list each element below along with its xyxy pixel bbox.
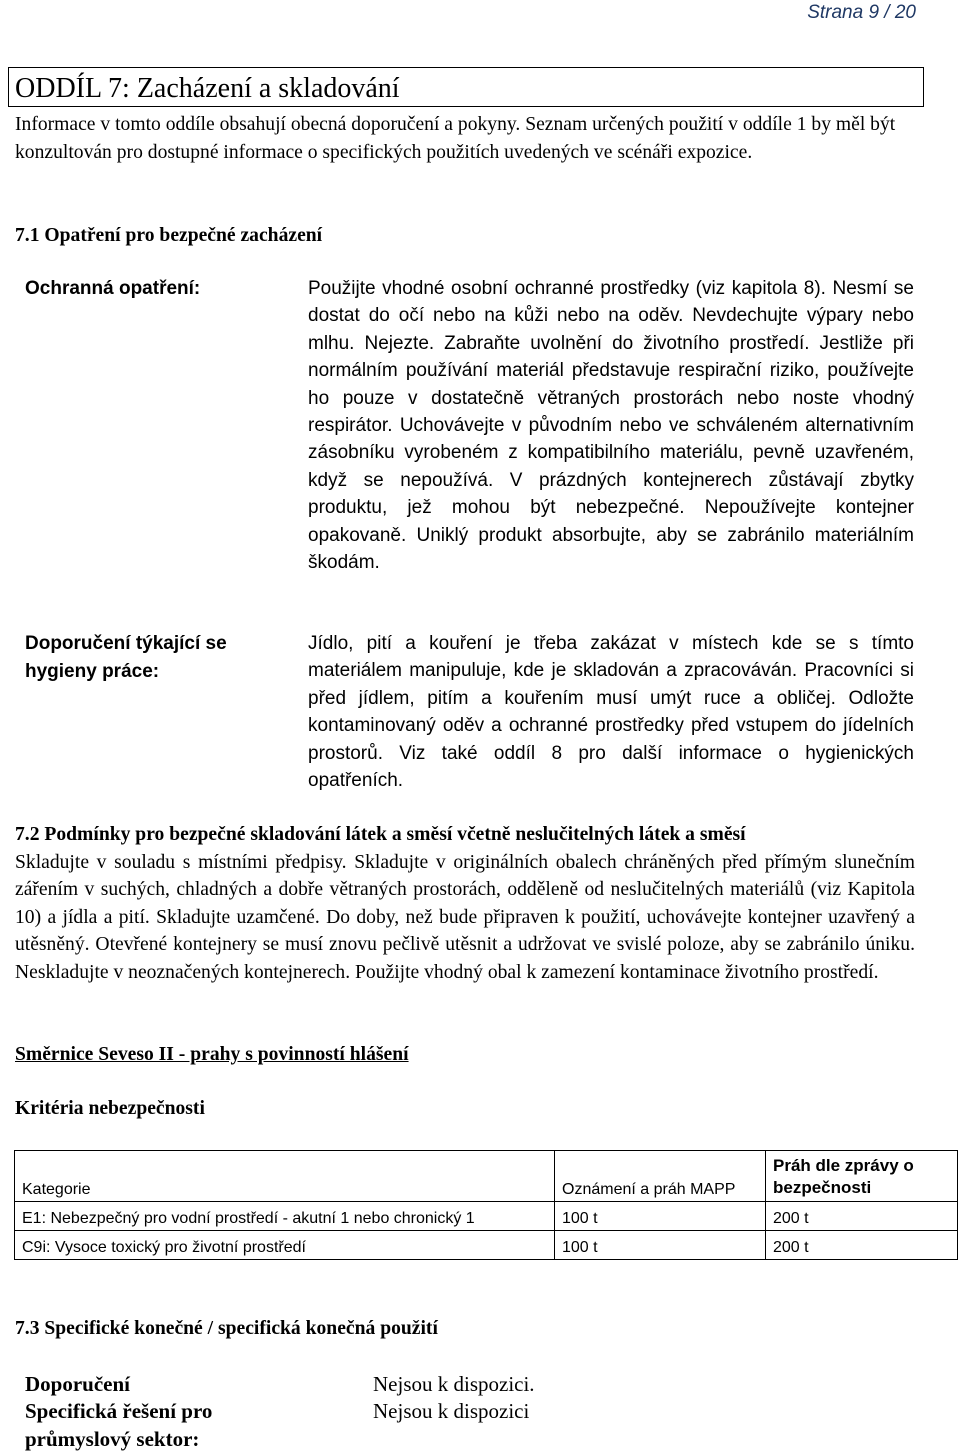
protective-measures-label: Ochranná opatření: — [25, 278, 201, 299]
table-header-cell: Kategorie — [15, 1151, 555, 1202]
table-header-cell: Práh dle zprávy o bezpečnosti — [766, 1151, 958, 1202]
industrial-value: Nejsou k dispozici — [373, 1399, 530, 1423]
table-cell: 200 t — [766, 1202, 958, 1231]
heading-7-1: 7.1 Opatření pro bezpečné zacházení — [15, 225, 323, 246]
seveso-heading: Směrnice Seveso II - prahy s povinností hlášení — [15, 1044, 409, 1065]
recommendation-value: Nejsou k dispozici. — [373, 1372, 535, 1396]
section-intro: Informace v tomto oddíle obsahují obecná doporučení a pokyny. Seznam určených použití v oddíle 1 by měl být konzultován pro dostupné informace o specifických použitích uvedených ve scénáři expozice. — [15, 114, 896, 163]
table-cell: E1: Nebezpečný pro vodní prostředí - akutní 1 nebo chronický 1 — [15, 1202, 555, 1231]
table-cell: 100 t — [555, 1202, 766, 1231]
section-title: ODDÍL 7: Zacházení a skladování — [15, 73, 400, 104]
table-header-cell: Oznámení a práh MAPP — [555, 1151, 766, 1202]
criteria-heading: Kritéria nebezpečnosti — [15, 1098, 205, 1119]
table-cell: C9i: Vysoce toxický pro životní prostředí — [15, 1231, 555, 1260]
page-number: Strana 9 / 20 — [807, 2, 916, 23]
criteria-table — [14, 1150, 958, 1260]
heading-7-2: 7.2 Podmínky pro bezpečné skladování látek a směsí včetně neslučitelných látek a směsí — [15, 824, 746, 845]
table-header-row — [15, 1151, 958, 1202]
hygiene-text: Jídlo, pití a kouření je třeba zakázat v místech kde se s tímto materiálem manipuluje, kde je skladován a zpracováván. Pracovníci si před jídlem, pitím a kouřením musí umýt ruce a obličej. Odložte kontaminovaný oděv a ochranné prostředky před vstupem do jídelních prostorů. Viz také oddíl 8 pro další informace o hygienických opatřeních. — [308, 633, 914, 792]
table-row — [15, 1231, 958, 1260]
recommendation-label: Doporučení — [25, 1372, 130, 1396]
table-cell: 100 t — [555, 1231, 766, 1260]
table-cell: 200 t — [766, 1231, 958, 1260]
protective-measures-text: Použijte vhodné osobní ochranné prostředky (viz kapitola 8). Nesmí se dostat do očí nebo na kůži nebo na oděv. Nevdechujte výpary nebo mlhu. Nejezte. Zabraňte uvolnění do životního prostředí. Jestliže při normálním používání materiál představuje respirační riziko, používejte ho pouze v dostatečně větraných prostorách nebo noste vhodný respirátor. Uchovávejte v původním nebo ve schváleném alternativním zásobníku vyrobeném z kompatibilního materiálu, pevně uzavřeném, když se nepoužívá. V prázdných kontejnerech zůstávají zbytky produktu, jež mohou být nebezpečné. Nepoužívejte kontejner opakovaně. Uniklý produkt absorbujte, aby se zabránilo materiálním škodám. — [308, 278, 914, 574]
heading-7-3: 7.3 Specifické konečné / specifická konečná použití — [15, 1318, 438, 1339]
industrial-label: Specifická řešení pro průmyslový sektor: — [25, 1399, 213, 1451]
table-row — [15, 1202, 958, 1231]
hygiene-label: Doporučení týkající se hygieny práce: — [25, 633, 227, 682]
storage-text: Skladujte v souladu s místními předpisy. Skladujte v originálních obalech chráněných před přímým slunečním zářením v suchých, chladných a dobře větraných prostorách, odděleně od neslučitelných materiálů (viz Kapitola 10) a jídla a pití. Skladujte uzamčené. Do doby, než bude připraven k použití, uchovávejte kontejner uzavřený a utěsněný. Otevřené kontejnery se musí znovu pečlivě utěsnit a udržovat ve svislé poloze, aby se zabránilo úniku. Neskladujte v neoznačených kontejnerech. Použijte vhodný obal k zamezení kontaminace životního prostředí. — [15, 852, 915, 983]
